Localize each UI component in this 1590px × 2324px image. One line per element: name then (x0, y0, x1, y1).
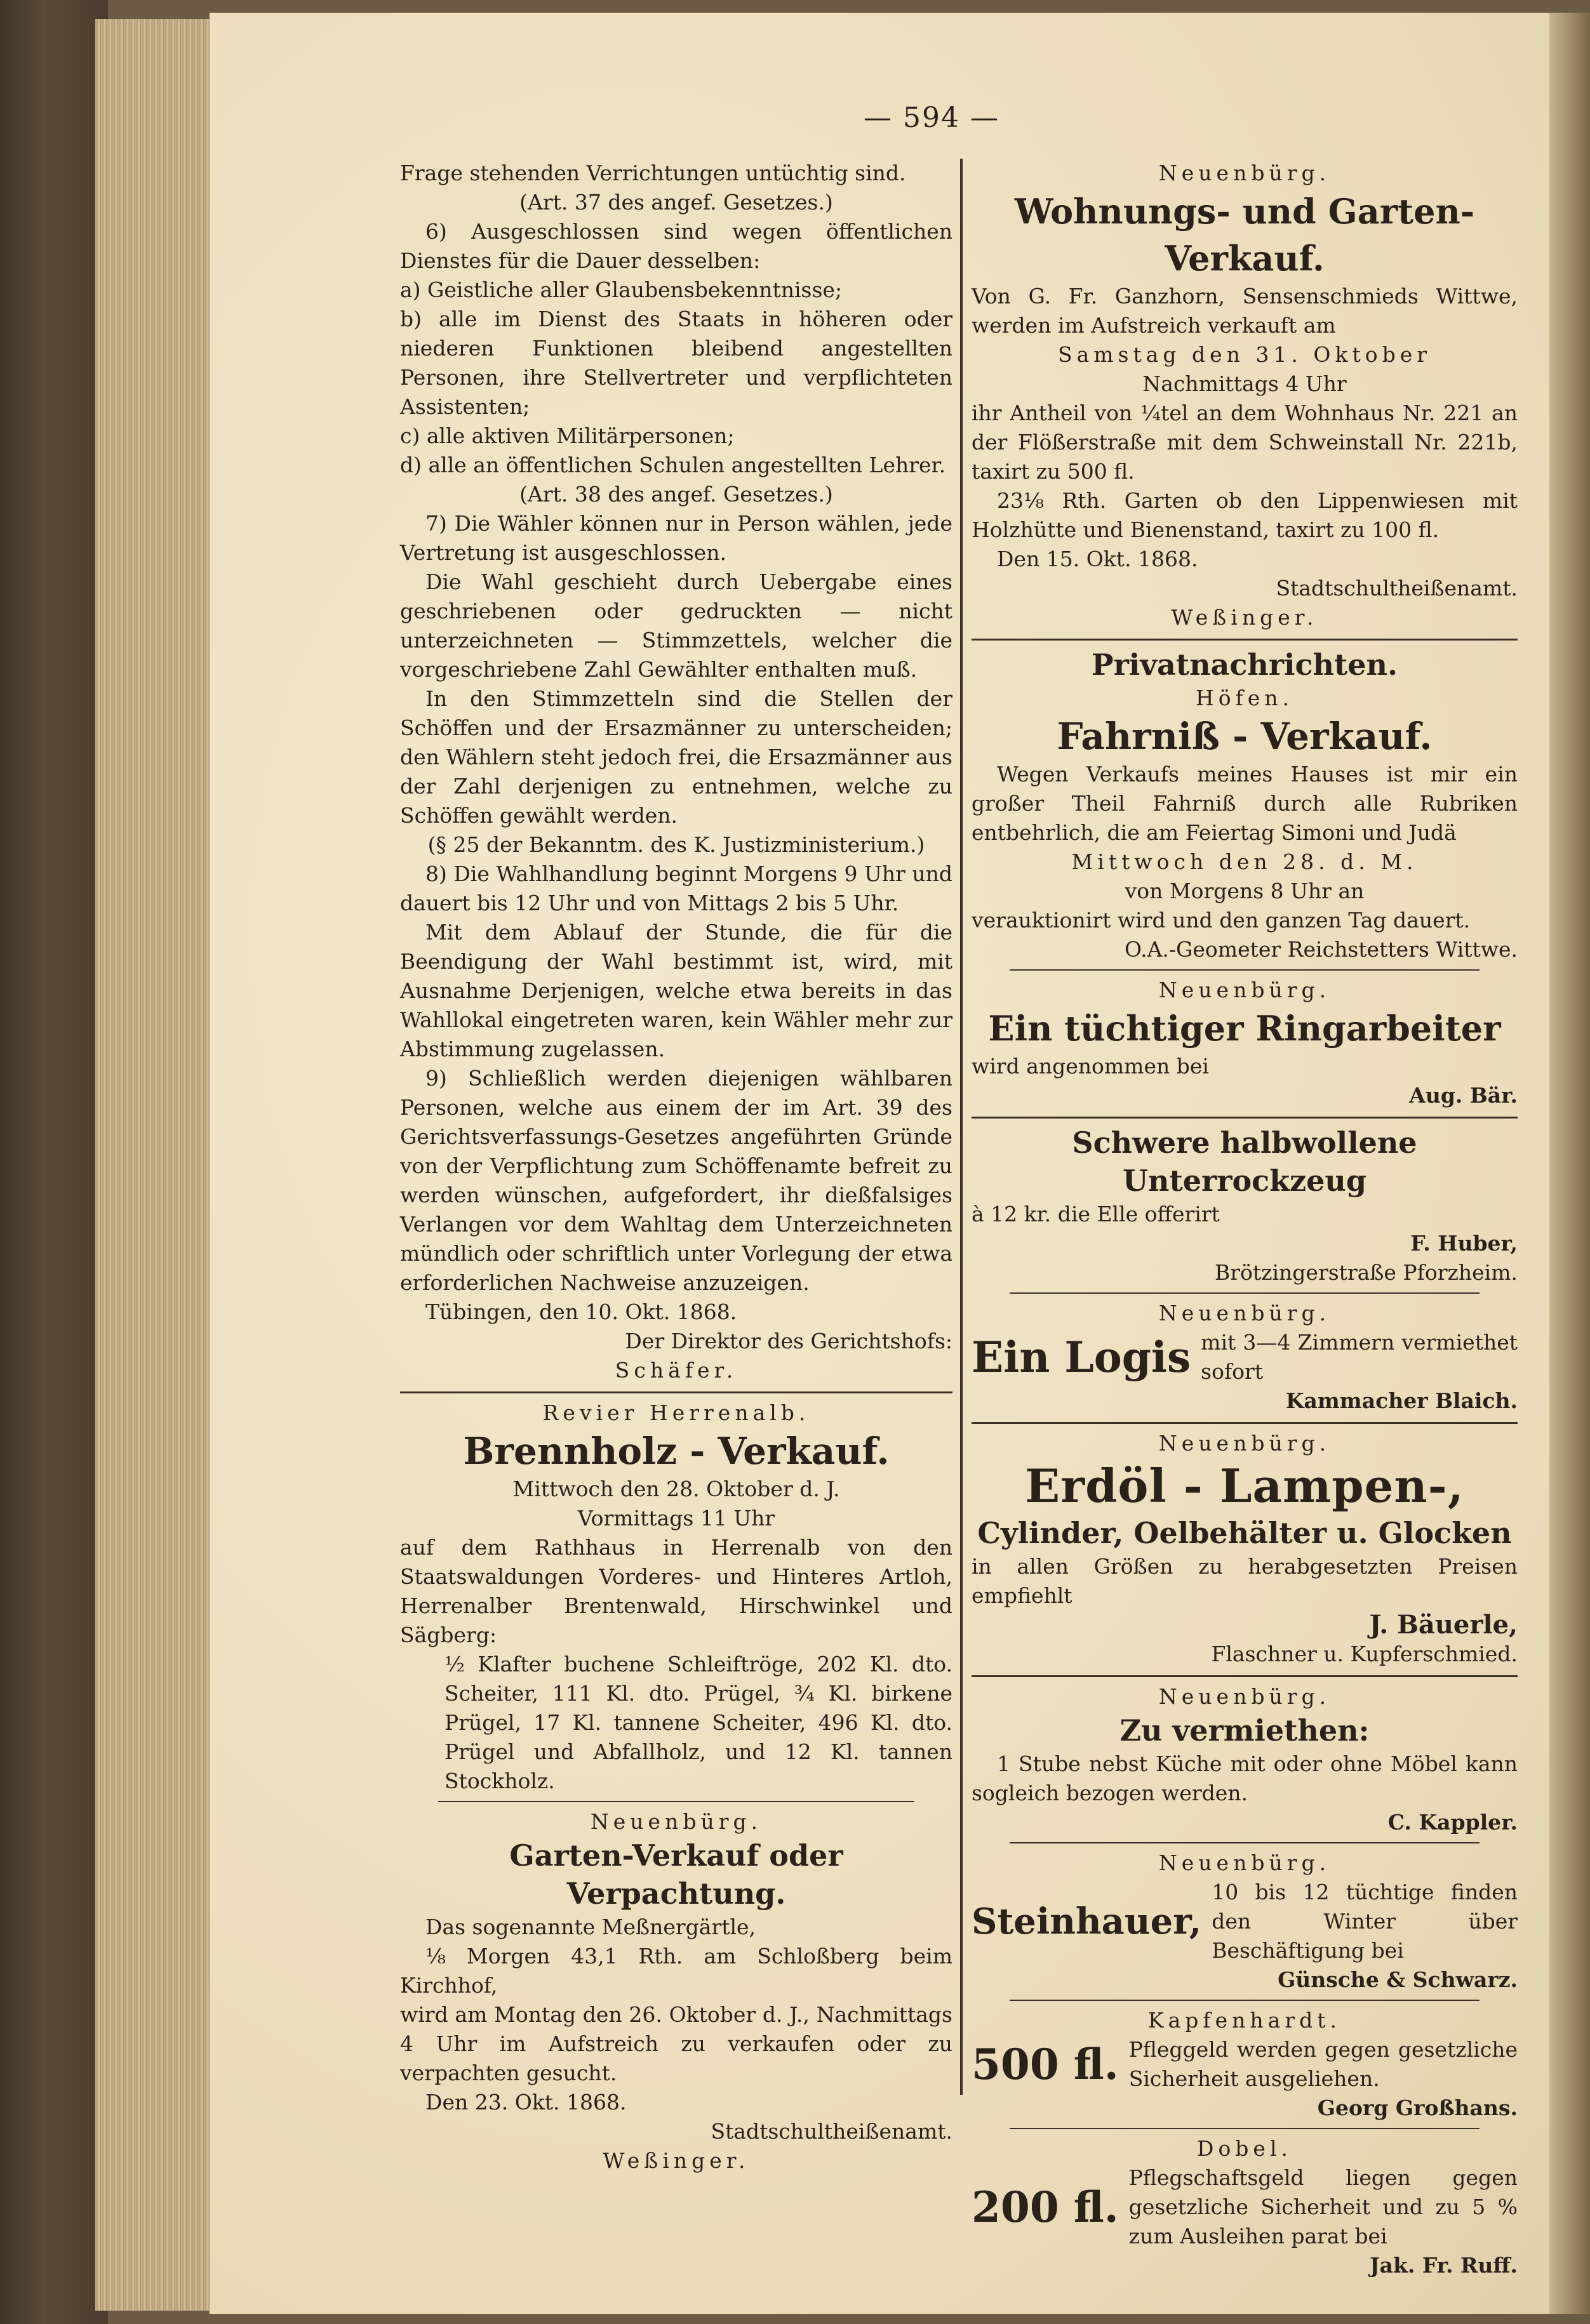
ad-wohnungs-verkauf (972, 159, 1518, 632)
ad-dobel (972, 2134, 1518, 2280)
ad-line: Pfleggeld werden gegen gesetzliche Sicherheit ausgeliehen. (1128, 2037, 1518, 2091)
column-divider (960, 159, 963, 2095)
ad-signature: C. Kappler. (1387, 1810, 1518, 1835)
ad-date: Samstag den 31. Oktober (1057, 342, 1432, 367)
ad-line: 1 Stube nebst Küche mit oder ohne Möbel kann sogleich bezogen werden. (972, 1751, 1518, 1805)
right-column (972, 159, 1518, 2284)
ad-place: Neuenbürg. (1158, 161, 1331, 185)
ad-body (972, 1328, 1518, 1386)
page-number: — 594 — (864, 102, 999, 134)
ad-signature-name: Weßinger. (603, 2148, 750, 2173)
rule (1010, 969, 1480, 971)
dateline: Tübingen, den 10. Okt. 1868. (425, 1299, 737, 1324)
ad-erdoel-lampen (972, 1429, 1518, 1669)
ad-line: verauktionirt wird und den ganzen Tag dauert. (972, 908, 1471, 933)
ad-date: Mittwoch den 28. d. M. (1071, 849, 1418, 874)
signature-title: Der Direktor des Gerichtshofs: (625, 1329, 952, 1353)
section-heading: Privatnachrichten. (1092, 647, 1398, 682)
rule (972, 1422, 1518, 1424)
ad-title: Fahrniß - Verkauf. (1057, 715, 1433, 758)
paragraph: 9) Schließlich werden diejenigen wählbaren Personen, welche aus einem der im Art. 39 des Gerichtsverfassungs-Gesetzes angeführten Gründe von der Verpflichtung zum Schöffenamte befreit zu werden wünschen, aufgefordert, ihr dießfalsiges Verlangen vor dem Wahltag dem Unterzeichneten mündlich oder schriftlich unter Vorlegung der etwa erforderlichen Nachweise anzuzeigen. (400, 1066, 952, 1295)
paragraph: Mit dem Ablauf der Stunde, die für die Beendigung der Wahl bestimmt ist, wird, mit Ausnahme Derjenigen, welche etwa bereits in das Wahllokal eingetreten waren, kein Wähler mehr zur Abstimmung zugelassen. (400, 920, 952, 1061)
ad-title: Brennholz - Verkauf. (463, 1430, 890, 1473)
ad-signature: O.A.-Geometer Reichstetters Wittwe. (1124, 937, 1518, 962)
ad-signature-name: Weßinger. (1171, 605, 1318, 630)
ad-line: 10 bis 12 tüchtige finden den Winter über Beschäftigung bei (1212, 1880, 1518, 1963)
ad-title: Zu vermiethen: (1119, 1713, 1370, 1748)
rule (400, 1391, 952, 1393)
ad-title: Garten-Verkauf oder Verpachtung. (509, 1838, 843, 1911)
ad-big-title: Ein Logis (972, 1332, 1191, 1382)
ad-date: Den 23. Okt. 1868. (425, 2090, 627, 2115)
citation: (Art. 38 des angef. Gesetzes.) (519, 482, 833, 507)
ad-line: mit 3—4 Zimmern vermiethet sofort (1201, 1330, 1518, 1384)
ad-place: Neuenbürg. (1158, 978, 1331, 1002)
ad-signature: J. Bäuerle, (1369, 1610, 1518, 1640)
rule (1010, 1842, 1480, 1843)
rule (972, 1117, 1518, 1119)
list-item: b) alle im Dienst des Staats in höheren oder niederen Funktionen bleibend angestellten Personen, ihre Stellvertreter und verpflichteten Assistenten; (400, 307, 952, 419)
paragraph: In den Stimmzetteln sind die Stellen der Schöffen und der Ersazmänner zu unterscheiden; den Wählern steht jedoch frei, die Ersazmänner aus der Zahl derjenigen zu entnehmen, welche zu Schöffen gewählt werden. (400, 686, 952, 828)
ad-line: Wegen Verkaufs meines Hauses ist mir ein großer Theil Fahrniß durch alle Rubriken entbehrlich, die am Feiertag Simoni und Judä (972, 762, 1518, 845)
ad-place: Neuenbürg. (1158, 1684, 1331, 1709)
left-column (400, 159, 952, 2179)
ad-big-title: 500 fl. (972, 2040, 1119, 2089)
ad-signature: F. Huber, (1410, 1231, 1518, 1256)
ad-title: Erdöl - Lampen-, (1025, 1459, 1464, 1513)
ad-zu-vermiethen (972, 1682, 1518, 1837)
ad-signature-title: Stadtschultheißenamt. (711, 2119, 952, 2144)
ad-place: Neuenbürg. (1158, 1431, 1331, 1456)
ad-place: Dobel. (1196, 2136, 1293, 2161)
ad-brennholz (400, 1398, 952, 1796)
ad-logis (972, 1299, 1518, 1416)
ad-signature: Günsche & Schwarz. (1278, 1967, 1518, 1992)
ad-line: Von G. Fr. Ganzhorn, Sensenschmieds Wittwe, werden im Aufstreich verkauft am (972, 284, 1518, 338)
citation: (§ 25 der Bekanntm. des K. Justizministerium.) (427, 832, 925, 857)
ad-line: Das sogenannte Meßnergärtle, (425, 1915, 756, 1939)
ad-signature: Jak. Fr. Ruff. (1369, 2253, 1518, 2278)
ad-unterrockzeug (972, 1124, 1518, 1287)
paragraph: 7) Die Wähler können nur in Person wählen, jede Vertretung ist ausgeschlossen. (400, 511, 952, 565)
rule (972, 1675, 1518, 1677)
ad-time: Vormittags 11 Uhr (577, 1506, 775, 1531)
ad-line: Pflegschaftsgeld liegen gegen gesetzliche Sicherheit und zu 5 % zum Ausleihen parat bei (1128, 2165, 1518, 2248)
ad-big-title: 200 fl. (972, 2182, 1119, 2232)
rule (438, 1801, 914, 1802)
list-item: a) Geistliche aller Glaubensbekenntnisse; (400, 277, 843, 302)
ad-garten-verkauf (400, 1807, 952, 2175)
ad-time: von Morgens 8 Uhr an (1125, 879, 1365, 903)
rule (1010, 2000, 1480, 2001)
paragraph: Die Wahl geschieht durch Uebergabe eines geschriebenen oder gedruckten — nicht unterzeichneten — Stimmzettels, welcher die vorgeschriebene Zahl Gewählter enthalten muß. (400, 569, 952, 682)
ad-ringarbeiter (972, 976, 1518, 1110)
ad-time: Nachmittags 4 Uhr (1142, 371, 1347, 396)
ad-body (972, 1878, 1518, 1965)
ad-place: Neuenbürg. (590, 1809, 763, 1834)
ad-signature: Georg Großhans. (1317, 2095, 1518, 2120)
ad-place: Höfen. (1195, 686, 1294, 710)
ad-items: ½ Klafter buchene Schleiftröge, 202 Kl. dto. Scheiter, 111 Kl. dto. Prügel, ¾ Kl. birkene Prügel, 17 Kl. tannene Scheiter, 496 Kl. dto. Prügel und Abfallholz, und 12 Kl. tannen Stockholz. (444, 1652, 952, 1793)
ad-place: Kapfenhardt. (1147, 2008, 1342, 2033)
ad-kapfenhardt (972, 2006, 1518, 2123)
signature-name: Schäfer. (615, 1358, 738, 1383)
ad-address: Brötzingerstraße Pforzheim. (1214, 1260, 1518, 1285)
ad-signature: Kammacher Blaich. (1285, 1388, 1518, 1413)
list-item: d) alle an öffentlichen Schulen angestellten Lehrer. (400, 453, 946, 477)
rule (972, 639, 1518, 641)
citation: (Art. 37 des angef. Gesetzes.) (519, 190, 833, 215)
ad-steinhauer (972, 1849, 1518, 1995)
ad-signature: Aug. Bär. (1409, 1083, 1518, 1108)
ad-date: Den 15. Okt. 1868. (997, 547, 1198, 571)
ad-signature-title: Stadtschultheißenamt. (1276, 576, 1518, 601)
ad-line: wird am Montag den 26. Oktober d. J., Nachmittags 4 Uhr im Aufstreich zu verkaufen oder zu verpachten gesucht. (400, 2002, 952, 2085)
ad-line: ⅛ Morgen 43,1 Rth. am Schloßberg beim Kirchhof, (400, 1944, 952, 1998)
paragraph: Frage stehenden Verrichtungen untüchtig sind. (400, 161, 906, 185)
page-block-edges (95, 19, 217, 2311)
ad-place: Revier Herrenalb. (542, 1400, 810, 1425)
rule (1010, 2128, 1480, 2129)
paragraph: 8) Die Wahlhandlung beginnt Morgens 9 Uhr und dauert bis 12 Uhr und von Mittags 2 bis 5 Uhr. (400, 861, 952, 915)
ad-big-title: Steinhauer, (972, 1901, 1202, 1942)
ad-title: Schwere halbwollene Unterrockzeug (1072, 1125, 1417, 1198)
ad-line: 23⅛ Rth. Garten ob den Lippenwiesen mit Holzhütte und Bienenstand, taxirt zu 100 fl. (972, 488, 1518, 542)
ad-fahrniss (972, 684, 1518, 964)
paragraph: 6) Ausgeschlossen sind wegen öffentlichen Dienstes für die Dauer desselben: (400, 219, 952, 273)
ad-place: Neuenbürg. (1158, 1301, 1331, 1325)
ad-date: Mittwoch den 28. Oktober d. J. (512, 1477, 840, 1501)
ad-text: auf dem Rathhaus in Herrenalb von den Staatswaldungen Vorderes- und Hinteres Artloh, Herrenalber Brentenwald, Hirschwinkel und Sägberg: (400, 1535, 952, 1647)
list-item: c) alle aktiven Militärpersonen; (400, 423, 735, 448)
ad-profession: Flaschner u. Kupferschmied. (1211, 1642, 1518, 1666)
ad-body (972, 2035, 1518, 2094)
ad-title: Wohnungs- und Garten-Verkauf. (1014, 191, 1475, 279)
ad-line: à 12 kr. die Elle offerirt (972, 1202, 1220, 1226)
ad-line: ihr Antheil von ¼tel an dem Wohnhaus Nr. 221 an der Flößerstraße mit dem Schweinstall Nr. 221b, taxirt zu 500 fl. (972, 401, 1518, 484)
ad-line: in allen Größen zu herabgesetzten Preisen empfiehlt (972, 1554, 1518, 1608)
page-gutter (1549, 13, 1590, 2314)
ad-line: wird angenommen bei (972, 1054, 1209, 1079)
rule (1010, 1292, 1480, 1294)
ad-body (972, 2163, 1518, 2251)
book-spine (0, 0, 108, 2324)
ad-title: Ein tüchtiger Ringarbeiter (988, 1008, 1501, 1049)
ad-place: Neuenbürg. (1158, 1850, 1331, 1875)
ad-subtitle: Cylinder, Oelbehälter u. Glocken (977, 1516, 1512, 1550)
